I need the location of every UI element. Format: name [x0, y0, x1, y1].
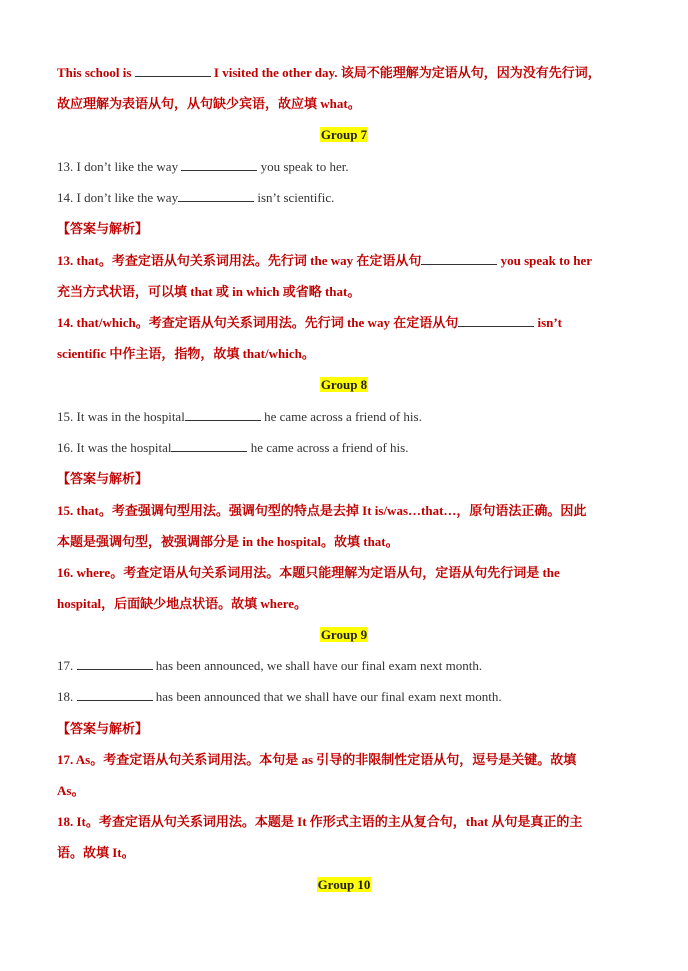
question-15 [57, 408, 633, 426]
answer-blank [185, 408, 261, 421]
question-text: isn’t scientific. [254, 190, 335, 205]
answer-blank [181, 158, 257, 171]
answer-text: 14. that/which。考查定语从句关系词用法。先行词 the way 在定语从句 [57, 315, 459, 330]
answer-16-line-2: hospital，后面缺少地点状语。故填 where。 [57, 596, 308, 611]
answer-blank [171, 439, 247, 452]
question-17 [57, 657, 633, 675]
answer-14-line-2: scientific 中作主语，指物，故填 that/which。 [57, 346, 315, 361]
answer-18-line-1: 18. It。考查定语从句关系词用法。本题是 It 作形式主语的主从复合句，that 从句是真正的主 [57, 814, 583, 829]
question-18 [57, 688, 633, 706]
answer-14-line-1 [57, 314, 633, 332]
group-heading-8 [0, 376, 688, 394]
answer-17-line-1: 17. As。考查定语从句关系词用法。本句是 as 引导的非限制性定语从句，逗号是关键。故填 [57, 752, 577, 767]
intro-text-pre: This school is [57, 65, 135, 80]
answer-13-line-2: 充当方式状语，可以填 that 或 in which 或省略 that。 [57, 284, 361, 299]
answer-15-line-1: 15. that。考查强调句型用法。强调句型的特点是去掉 It is/was…that…，原句语法正确。因此 [57, 503, 587, 518]
answer-header: 【答案与解析】 [57, 721, 149, 736]
group-title: Group 10 [317, 877, 371, 892]
answer-header: 【答案与解析】 [57, 471, 149, 486]
answer-blank [77, 688, 153, 701]
group-title: Group 7 [320, 127, 368, 142]
answer-blank [77, 657, 153, 670]
question-text: 15. It was in the hospital [57, 409, 185, 424]
question-text: 13. I don’t like the way [57, 159, 182, 174]
group-title: Group 9 [320, 627, 368, 642]
intro-text-post: I visited the other day. 该局不能理解为定语从句，因为没有先行词， [210, 65, 601, 80]
question-14 [57, 189, 633, 207]
question-text: 17. [57, 658, 77, 673]
question-text: you speak to her. [257, 159, 349, 174]
answer-17-line-2: As。 [57, 783, 85, 798]
group-heading-9 [0, 626, 688, 644]
answer-13-line-1 [57, 252, 633, 270]
answer-header: 【答案与解析】 [57, 221, 149, 236]
intro-line-2: 故应理解为表语从句，从句缺少宾语，故应填 what。 [57, 96, 361, 111]
question-text: he came across a friend of his. [260, 409, 422, 424]
question-13 [57, 158, 633, 176]
group-heading-10 [0, 876, 688, 894]
intro-line-1 [57, 64, 633, 82]
answer-18-line-2: 语。故填 It。 [57, 845, 135, 860]
answer-blank [178, 189, 254, 202]
question-16 [57, 439, 633, 457]
question-text: he came across a friend of his. [247, 440, 409, 455]
answer-16-line-1: 16. where。考查定语从句关系词用法。本题只能理解为定语从句，定语从句先行词是 the [57, 565, 560, 580]
answer-text: 13. that。考查定语从句关系词用法。先行词 the way 在定语从句 [57, 253, 422, 268]
answer-text: isn’t [534, 315, 563, 330]
answer-text: you speak to her [497, 253, 592, 268]
answer-blank [458, 314, 534, 327]
question-text: has been announced, we shall have our final exam next month. [152, 658, 483, 673]
question-text: 14. I don’t like the way [57, 190, 179, 205]
group-heading-7 [0, 126, 688, 144]
question-text: 18. [57, 689, 77, 704]
answer-blank [135, 64, 211, 77]
question-text: 16. It was the hospital [57, 440, 172, 455]
group-title: Group 8 [320, 377, 368, 392]
answer-15-line-2: 本题是强调句型，被强调部分是 in the hospital。故填 that。 [57, 534, 399, 549]
question-text: has been announced that we shall have our final exam next month. [152, 689, 502, 704]
answer-blank [421, 252, 497, 265]
